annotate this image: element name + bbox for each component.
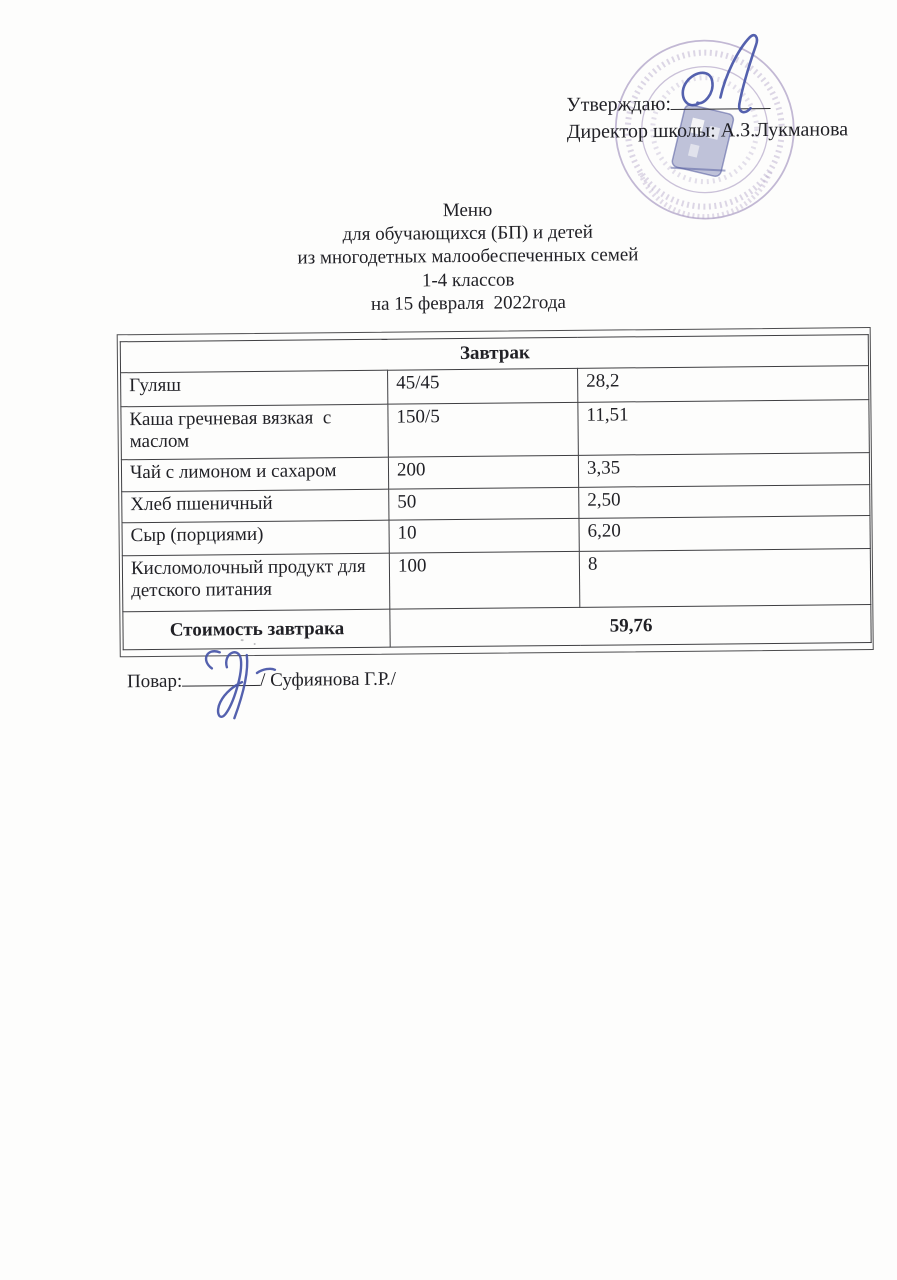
- dish-cell: Хлеб пшеничный: [122, 489, 389, 523]
- dish-cell: Каша гречневая вязкая с маслом: [121, 404, 388, 460]
- title-line: для обучающихся (БП) и детей: [342, 221, 594, 246]
- title-line: 1-4 классов: [421, 269, 515, 291]
- portion-cell: 10: [389, 518, 579, 553]
- portion-cell: 50: [389, 487, 579, 520]
- table-row: [121, 400, 870, 460]
- price-cell: 8: [579, 549, 871, 608]
- price-cell: 3,35: [578, 453, 869, 488]
- cook-signature-icon: [185, 642, 281, 723]
- menu-table: [120, 334, 872, 650]
- dish-cell: Кисломолочный продукт для детского питания: [122, 553, 390, 612]
- price-cell: 6,20: [579, 516, 870, 552]
- title-line: на 15 февраля 2022года: [370, 291, 566, 315]
- price-cell: 28,2: [578, 366, 869, 403]
- director-line: Директор школы: А.З.Лукманова: [566, 118, 849, 143]
- title-line: Меню: [442, 199, 493, 222]
- menu-table-frame: [117, 327, 874, 657]
- approve-label: Утверждаю:: [566, 92, 672, 116]
- dish-cell: Сыр (порциями): [122, 520, 389, 556]
- director-signature-icon: [672, 31, 765, 120]
- cook-name: / Суфиянова Г.Р./: [260, 668, 397, 691]
- price-cell: 11,51: [578, 400, 870, 456]
- title-line: из многодетных малообеспеченных семей: [297, 244, 639, 269]
- price-cell: 2,50: [579, 485, 870, 519]
- total-value-cell: 59,76: [390, 605, 871, 648]
- portion-cell: 45/45: [388, 368, 578, 404]
- cook-label: Повар:: [126, 670, 183, 693]
- meal-header: Завтрак: [120, 335, 868, 373]
- table-row: [122, 549, 871, 612]
- portion-cell: 100: [389, 551, 580, 609]
- dish-cell: Гуляш: [121, 370, 388, 407]
- dish-cell: Чай с лимоном и сахаром: [121, 457, 388, 492]
- document-title: [40, 195, 895, 319]
- portion-cell: 150/5: [388, 402, 578, 457]
- total-label-cell: Стоимость завтрака: [123, 609, 390, 650]
- portion-cell: 200: [388, 455, 578, 489]
